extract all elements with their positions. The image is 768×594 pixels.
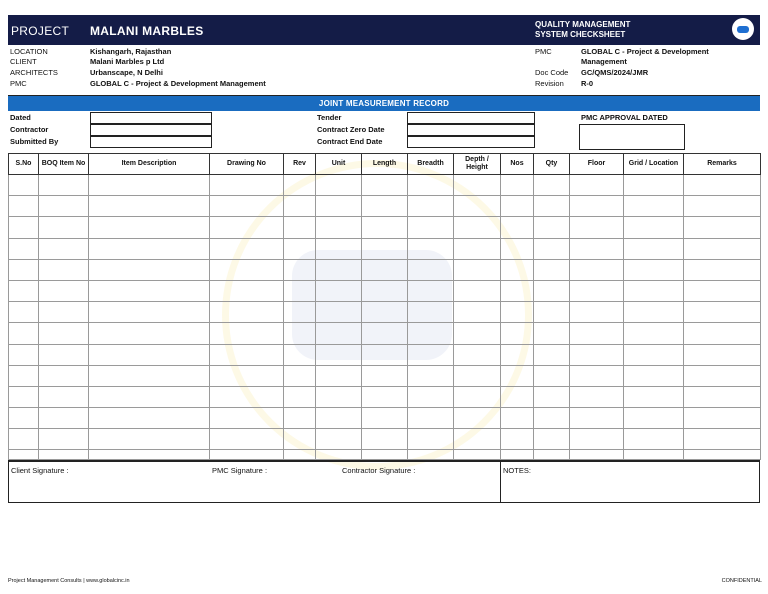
table-cell[interactable] [534, 302, 570, 323]
table-cell[interactable] [284, 344, 316, 365]
table-cell[interactable] [284, 238, 316, 259]
table-cell[interactable] [316, 408, 362, 429]
table-cell[interactable] [408, 429, 454, 450]
measurement-table [8, 153, 761, 460]
table-cell[interactable] [9, 217, 39, 238]
col-header: Remarks [684, 154, 761, 175]
table-cell[interactable] [534, 259, 570, 280]
table-cell[interactable] [210, 386, 284, 407]
table-cell[interactable] [284, 196, 316, 217]
table-cell[interactable] [284, 217, 316, 238]
table-cell[interactable] [9, 259, 39, 280]
table-cell[interactable] [9, 238, 39, 259]
table-cell[interactable] [684, 238, 761, 259]
table-cell[interactable] [408, 217, 454, 238]
table-cell[interactable] [9, 450, 39, 460]
col-header: Nos [501, 154, 534, 175]
table-cell[interactable] [39, 280, 89, 301]
table-cell[interactable] [408, 196, 454, 217]
table-cell[interactable] [624, 365, 684, 386]
table-cell[interactable] [684, 175, 761, 196]
table-cell[interactable] [624, 280, 684, 301]
table-cell[interactable] [89, 238, 210, 259]
col-header: Floor [570, 154, 624, 175]
table-cell[interactable] [501, 217, 534, 238]
revision-value: R-0 [581, 79, 594, 88]
checksheet [8, 15, 760, 503]
table-cell[interactable] [9, 344, 39, 365]
table-cell[interactable] [9, 386, 39, 407]
col-header: Depth / Height [454, 154, 501, 175]
tender-label: Tender [317, 113, 342, 122]
table-row [9, 408, 761, 429]
table-cell[interactable] [284, 365, 316, 386]
table-cell[interactable] [210, 238, 284, 259]
pmc-right-value: GLOBAL C - Project & Development [581, 47, 709, 56]
table-cell[interactable] [570, 429, 624, 450]
table-cell[interactable] [684, 259, 761, 280]
table-cell[interactable] [89, 450, 210, 460]
col-header: Grid / Location [624, 154, 684, 175]
table-cell[interactable] [454, 323, 501, 344]
table-cell[interactable] [408, 386, 454, 407]
table-cell[interactable] [316, 450, 362, 460]
table-cell[interactable] [89, 217, 210, 238]
table-cell[interactable] [501, 450, 534, 460]
notes-divider [500, 462, 501, 502]
table-cell[interactable] [39, 386, 89, 407]
qms-line-2: SYSTEM CHECKSHEET [535, 30, 626, 39]
table-cell[interactable] [624, 302, 684, 323]
table-cell[interactable] [39, 429, 89, 450]
col-header: S.No [9, 154, 39, 175]
table-cell[interactable] [408, 175, 454, 196]
table-cell[interactable] [362, 365, 408, 386]
table-cell[interactable] [684, 365, 761, 386]
dated-label: Dated [10, 113, 31, 122]
table-cell[interactable] [570, 280, 624, 301]
table-cell[interactable] [534, 217, 570, 238]
table-cell[interactable] [684, 217, 761, 238]
col-header: Drawing No [210, 154, 284, 175]
table-cell[interactable] [454, 238, 501, 259]
table-cell[interactable] [501, 175, 534, 196]
table-cell[interactable] [362, 450, 408, 460]
table-row [9, 323, 761, 344]
table-cell[interactable] [534, 196, 570, 217]
table-cell[interactable] [624, 429, 684, 450]
table-cell[interactable] [408, 238, 454, 259]
table-row [9, 196, 761, 217]
table-cell[interactable] [684, 386, 761, 407]
col-header: BOQ Item No [39, 154, 89, 175]
table-cell[interactable] [362, 280, 408, 301]
table-cell[interactable] [408, 280, 454, 301]
table-row [9, 175, 761, 196]
contractor-signature-label: Contractor Signature : [342, 466, 416, 476]
table-cell[interactable] [210, 175, 284, 196]
tender-field[interactable] [407, 112, 535, 124]
table-cell[interactable] [534, 408, 570, 429]
table-cell[interactable] [316, 238, 362, 259]
table-cell[interactable] [570, 259, 624, 280]
notes-label: NOTES: [503, 466, 531, 476]
table-cell[interactable] [501, 302, 534, 323]
client-signature-label: Client Signature : [11, 466, 69, 476]
table-cell[interactable] [408, 344, 454, 365]
section-title: JOINT MEASUREMENT RECORD [8, 96, 760, 111]
client-value: Malani Marbles p Ltd [90, 57, 165, 66]
table-cell[interactable] [316, 429, 362, 450]
table-cell[interactable] [624, 238, 684, 259]
project-label: PROJECT [11, 24, 70, 38]
table-cell[interactable] [210, 450, 284, 460]
table-cell[interactable] [316, 259, 362, 280]
table-cell[interactable] [362, 175, 408, 196]
table-cell[interactable] [624, 175, 684, 196]
submitted-by-field[interactable] [90, 136, 212, 148]
table-cell[interactable] [570, 302, 624, 323]
col-header: Rev [284, 154, 316, 175]
table-cell[interactable] [570, 217, 624, 238]
table-cell[interactable] [570, 365, 624, 386]
table-cell[interactable] [570, 323, 624, 344]
table-cell[interactable] [570, 175, 624, 196]
table-cell[interactable] [684, 323, 761, 344]
location-label: LOCATION [10, 47, 48, 56]
client-label: CLIENT [10, 57, 37, 66]
qms-line-1: QUALITY MANAGEMENT [535, 20, 631, 29]
col-header: Item Description [89, 154, 210, 175]
architects-value: Urbanscape, N Delhi [90, 68, 163, 77]
table-cell[interactable] [362, 408, 408, 429]
table-cell[interactable] [454, 408, 501, 429]
table-cell[interactable] [284, 429, 316, 450]
table-row [9, 344, 761, 365]
table-cell[interactable] [89, 280, 210, 301]
table-cell[interactable] [316, 196, 362, 217]
table-cell[interactable] [624, 196, 684, 217]
table-cell[interactable] [684, 344, 761, 365]
table-cell[interactable] [570, 450, 624, 460]
table-cell[interactable] [316, 302, 362, 323]
table-cell[interactable] [454, 386, 501, 407]
table-cell[interactable] [684, 408, 761, 429]
table-cell[interactable] [534, 429, 570, 450]
col-header: Unit [316, 154, 362, 175]
table-cell[interactable] [570, 238, 624, 259]
architects-label: ARCHITECTS [10, 68, 58, 77]
table-row [9, 450, 761, 460]
table-cell[interactable] [316, 217, 362, 238]
company-logo-icon [732, 18, 754, 40]
table-cell[interactable] [684, 302, 761, 323]
zero-date-label: Contract Zero Date [317, 125, 385, 134]
table-cell[interactable] [534, 386, 570, 407]
table-cell[interactable] [362, 196, 408, 217]
table-cell[interactable] [210, 217, 284, 238]
table-cell[interactable] [408, 259, 454, 280]
qms-title [535, 20, 630, 40]
table-cell[interactable] [210, 344, 284, 365]
table-cell[interactable] [570, 196, 624, 217]
table-cell[interactable] [39, 196, 89, 217]
table-cell[interactable] [454, 429, 501, 450]
table-cell[interactable] [284, 280, 316, 301]
submitted-by-label: Submitted By [10, 137, 59, 146]
table-row [9, 217, 761, 238]
project-info [8, 45, 760, 96]
signature-block [8, 460, 760, 503]
table-cell[interactable] [284, 175, 316, 196]
table-cell[interactable] [501, 386, 534, 407]
table-cell[interactable] [89, 365, 210, 386]
table-cell[interactable] [362, 302, 408, 323]
table-cell[interactable] [284, 386, 316, 407]
table-cell[interactable] [89, 386, 210, 407]
table-cell[interactable] [534, 365, 570, 386]
table-cell[interactable] [624, 259, 684, 280]
table-cell[interactable] [501, 429, 534, 450]
table-cell[interactable] [210, 323, 284, 344]
end-date-field[interactable] [407, 136, 535, 148]
table-cell[interactable] [362, 217, 408, 238]
pmc-approval-field[interactable] [579, 124, 685, 150]
table-header-row [9, 154, 761, 175]
zero-date-field[interactable] [407, 124, 535, 136]
table-row [9, 238, 761, 259]
table-cell[interactable] [362, 323, 408, 344]
col-header: Breadth [408, 154, 454, 175]
table-cell[interactable] [408, 450, 454, 460]
table-cell[interactable] [9, 280, 39, 301]
table-cell[interactable] [362, 238, 408, 259]
table-cell[interactable] [408, 408, 454, 429]
table-cell[interactable] [39, 238, 89, 259]
pmc-right-value-cont: Management [581, 57, 627, 66]
table-body [9, 175, 761, 460]
table-cell[interactable] [9, 302, 39, 323]
table-cell[interactable] [408, 302, 454, 323]
table-cell[interactable] [534, 450, 570, 460]
table-cell[interactable] [89, 408, 210, 429]
table-cell[interactable] [501, 408, 534, 429]
table-cell[interactable] [284, 302, 316, 323]
table-cell[interactable] [684, 280, 761, 301]
table-cell[interactable] [454, 302, 501, 323]
table-cell[interactable] [89, 302, 210, 323]
table-cell[interactable] [9, 175, 39, 196]
table-cell[interactable] [39, 217, 89, 238]
pmc-approval-label: PMC APPROVAL DATED [581, 113, 668, 122]
table-cell[interactable] [210, 280, 284, 301]
table-cell[interactable] [624, 323, 684, 344]
table-cell[interactable] [534, 175, 570, 196]
table-cell[interactable] [39, 408, 89, 429]
contractor-label: Contractor [10, 125, 49, 134]
footer-left: Project Management Consults | www.globalcinc.in [8, 578, 130, 584]
table-cell[interactable] [284, 408, 316, 429]
table-cell[interactable] [684, 429, 761, 450]
end-date-label: Contract End Date [317, 137, 383, 146]
table-cell[interactable] [284, 450, 316, 460]
table-cell[interactable] [501, 196, 534, 217]
table-cell[interactable] [454, 450, 501, 460]
table-cell[interactable] [624, 408, 684, 429]
table-cell[interactable] [316, 175, 362, 196]
table-cell[interactable] [501, 238, 534, 259]
table-cell[interactable] [316, 365, 362, 386]
table-cell[interactable] [39, 365, 89, 386]
doc-code-label: Doc Code [535, 68, 569, 77]
dated-field[interactable] [90, 112, 212, 124]
table-cell[interactable] [39, 344, 89, 365]
table-cell[interactable] [362, 429, 408, 450]
table-cell[interactable] [624, 386, 684, 407]
table-cell[interactable] [284, 323, 316, 344]
table-cell[interactable] [454, 196, 501, 217]
footer-right: CONFIDENTIAL [721, 578, 762, 584]
pmc-signature-label: PMC Signature : [212, 466, 268, 476]
table-cell[interactable] [454, 259, 501, 280]
table-cell[interactable] [454, 217, 501, 238]
pmc-label: PMC [10, 79, 27, 88]
table-cell[interactable] [534, 280, 570, 301]
table-cell[interactable] [210, 196, 284, 217]
table-cell[interactable] [501, 280, 534, 301]
table-cell[interactable] [624, 450, 684, 460]
table-cell[interactable] [362, 259, 408, 280]
table-cell[interactable] [501, 259, 534, 280]
table-cell[interactable] [624, 344, 684, 365]
doc-code-value: GC/QMS/2024/JMR [581, 68, 649, 77]
table-cell[interactable] [316, 280, 362, 301]
table-cell[interactable] [624, 217, 684, 238]
table-cell[interactable] [39, 259, 89, 280]
table-cell[interactable] [501, 323, 534, 344]
project-name: MALANI MARBLES [90, 24, 204, 38]
table-row [9, 365, 761, 386]
col-header: Qty [534, 154, 570, 175]
table-cell[interactable] [9, 323, 39, 344]
pmc-right-label: PMC [535, 47, 552, 56]
table-row [9, 429, 761, 450]
table-cell[interactable] [210, 408, 284, 429]
table-cell[interactable] [89, 259, 210, 280]
table-cell[interactable] [534, 323, 570, 344]
table-cell[interactable] [9, 196, 39, 217]
table-cell[interactable] [9, 408, 39, 429]
revision-label: Revision [535, 79, 564, 88]
table-cell[interactable] [454, 175, 501, 196]
table-cell[interactable] [501, 365, 534, 386]
table-cell[interactable] [316, 323, 362, 344]
pmc-value: GLOBAL C - Project & Development Management [90, 79, 266, 88]
table-cell[interactable] [39, 302, 89, 323]
table-cell[interactable] [454, 280, 501, 301]
table-cell[interactable] [210, 259, 284, 280]
table-cell[interactable] [39, 175, 89, 196]
table-cell[interactable] [454, 365, 501, 386]
table-cell[interactable] [408, 365, 454, 386]
table-cell[interactable] [454, 344, 501, 365]
table-cell[interactable] [534, 344, 570, 365]
table-cell[interactable] [39, 450, 89, 460]
table-row [9, 302, 761, 323]
table-cell[interactable] [684, 450, 761, 460]
table-cell[interactable] [210, 429, 284, 450]
table-cell[interactable] [362, 344, 408, 365]
contractor-field[interactable] [90, 124, 212, 136]
record-meta [8, 111, 760, 153]
table-cell[interactable] [284, 259, 316, 280]
table-cell[interactable] [408, 323, 454, 344]
table-cell[interactable] [570, 344, 624, 365]
table-cell[interactable] [570, 408, 624, 429]
table-cell[interactable] [316, 386, 362, 407]
col-header: Length [362, 154, 408, 175]
table-cell[interactable] [684, 196, 761, 217]
table-cell[interactable] [534, 238, 570, 259]
table-row [9, 386, 761, 407]
table-cell[interactable] [89, 196, 210, 217]
table-cell[interactable] [89, 344, 210, 365]
table-cell[interactable] [210, 302, 284, 323]
table-row [9, 259, 761, 280]
table-row [9, 280, 761, 301]
table-cell[interactable] [39, 323, 89, 344]
table-cell[interactable] [501, 344, 534, 365]
table-cell[interactable] [570, 386, 624, 407]
table-cell[interactable] [316, 344, 362, 365]
table-cell[interactable] [89, 323, 210, 344]
table-cell[interactable] [210, 365, 284, 386]
table-cell[interactable] [89, 175, 210, 196]
table-cell[interactable] [9, 365, 39, 386]
table-cell[interactable] [362, 386, 408, 407]
header-bar [8, 15, 760, 45]
table-cell[interactable] [9, 429, 39, 450]
location-value: Kishangarh, Rajasthan [90, 47, 172, 56]
table-cell[interactable] [89, 429, 210, 450]
